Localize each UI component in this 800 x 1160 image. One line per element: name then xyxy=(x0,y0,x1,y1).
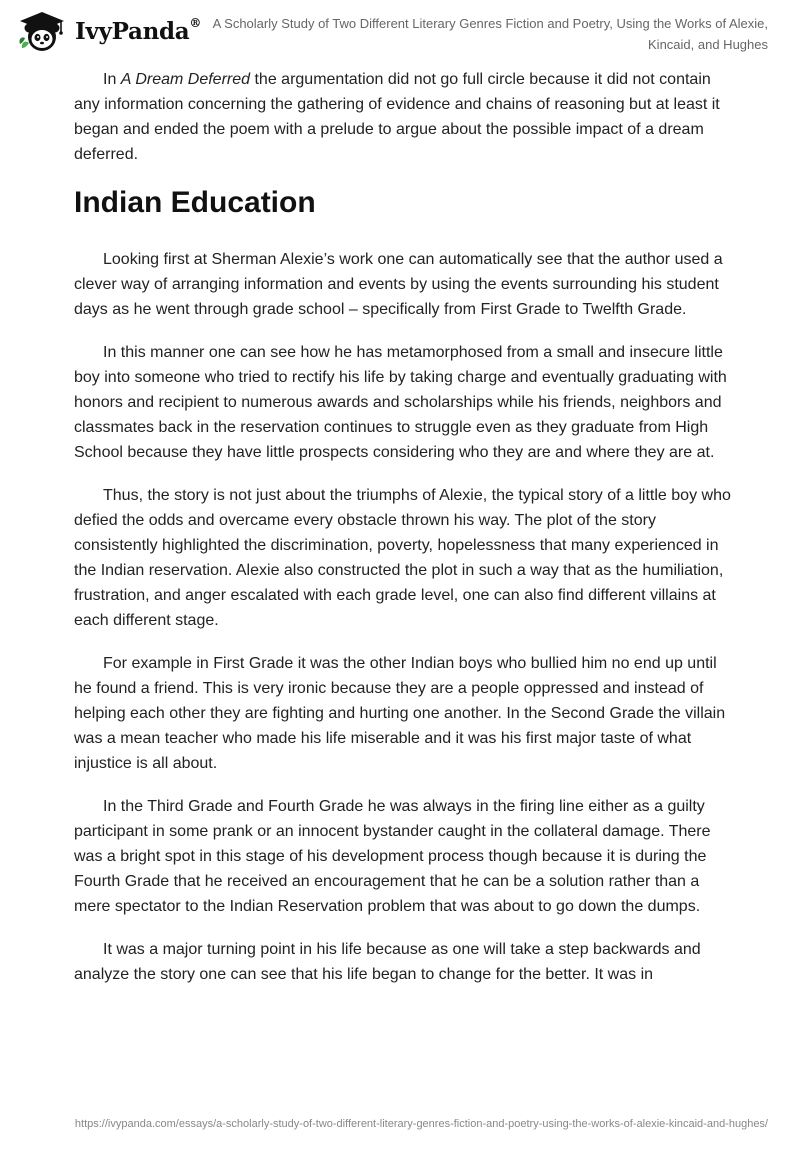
document-title: A Scholarly Study of Two Different Literary Genres Fiction and Poetry, Using the Works of Alexie, Kincaid, and Hughes xyxy=(212,16,768,52)
registered-mark: ® xyxy=(189,15,202,30)
source-url[interactable]: https://ivypanda.com/essays/a-scholarly-study-of-two-different-literary-genres-fiction-and-poetry-using-the-works-of-alexie-kincaid-and-hughes/ xyxy=(74,1118,768,1130)
logo-wordmark xyxy=(75,15,202,45)
section-heading: Indian Education xyxy=(74,186,316,219)
paragraph: In this manner one can see how he has metamorphosed from a small and insecure little boy into someone who tried to rectify his life by taking charge and eventually graduating with honors and recipient to numerous awards and scholarships while his friends, neighbors and classmates back in the reservation continues to struggle even as they graduate from High School because they have little prospects considering who they are and where they are at. xyxy=(74,344,727,461)
intro-lead: In xyxy=(103,71,121,88)
paragraph: In the Third Grade and Fourth Grade he was always in the firing line either as a guilty participant in some prank or an innocent bystander caught in the collateral damage. There was a bright spot in this stage of his development process though because it is during the Fourth Grade that he received an encouragement that he can be a solution rather than a mere spectator to the Indian Reservation problem that was about to go down the dumps. xyxy=(74,798,711,915)
ivypanda-logo[interactable] xyxy=(17,10,201,52)
essay-body xyxy=(74,67,734,1005)
paragraph: Thus, the story is not just about the triumphs of Alexie, the typical story of a little boy who defied the odds and overcame every obstacle thrown his way. The plot of the story consistently highlighted the discrimination, poverty, hopelessness that many experienced in the Indian reservation. Alexie also constructed the plot in such a way that as the humiliation, frustration, and anger escalated with each grade level, one can also find different villains at each different stage. xyxy=(74,487,731,629)
page-header xyxy=(0,0,800,60)
poem-title: A Dream Deferred xyxy=(120,71,251,88)
intro-paragraph xyxy=(74,67,734,167)
intro-rest: the argumentation did not go full circle because it did not contain any information concerning the gathering of evidence and chains of reasoning but at least it began and ended the poem with a prelude to argue about the possible impact of a dream deferred. xyxy=(74,71,720,163)
paragraph: For example in First Grade it was the other Indian boys who bullied him no end up until he found a friend. This is very ironic because they are a people oppressed and instead of helping each other they are fighting and hurting one another. In the Second Grade the villain was a mean teacher who made his life miserable and it was his first major taste of what injustice is all about. xyxy=(74,655,726,772)
panda-graduate-icon xyxy=(17,10,67,52)
logo-name: IvyPanda xyxy=(75,17,190,45)
paragraph: It was a major turning point in his life because as one will take a step backwards and analyze the story one can see that his life began to change for the better. It was in xyxy=(74,941,701,983)
paragraph: Looking first at Sherman Alexie’s work one can automatically see that the author used a clever way of arranging information and events by using the events surrounding his student days as he went through grade school – specifically from First Grade to Twelfth Grade. xyxy=(74,251,723,318)
